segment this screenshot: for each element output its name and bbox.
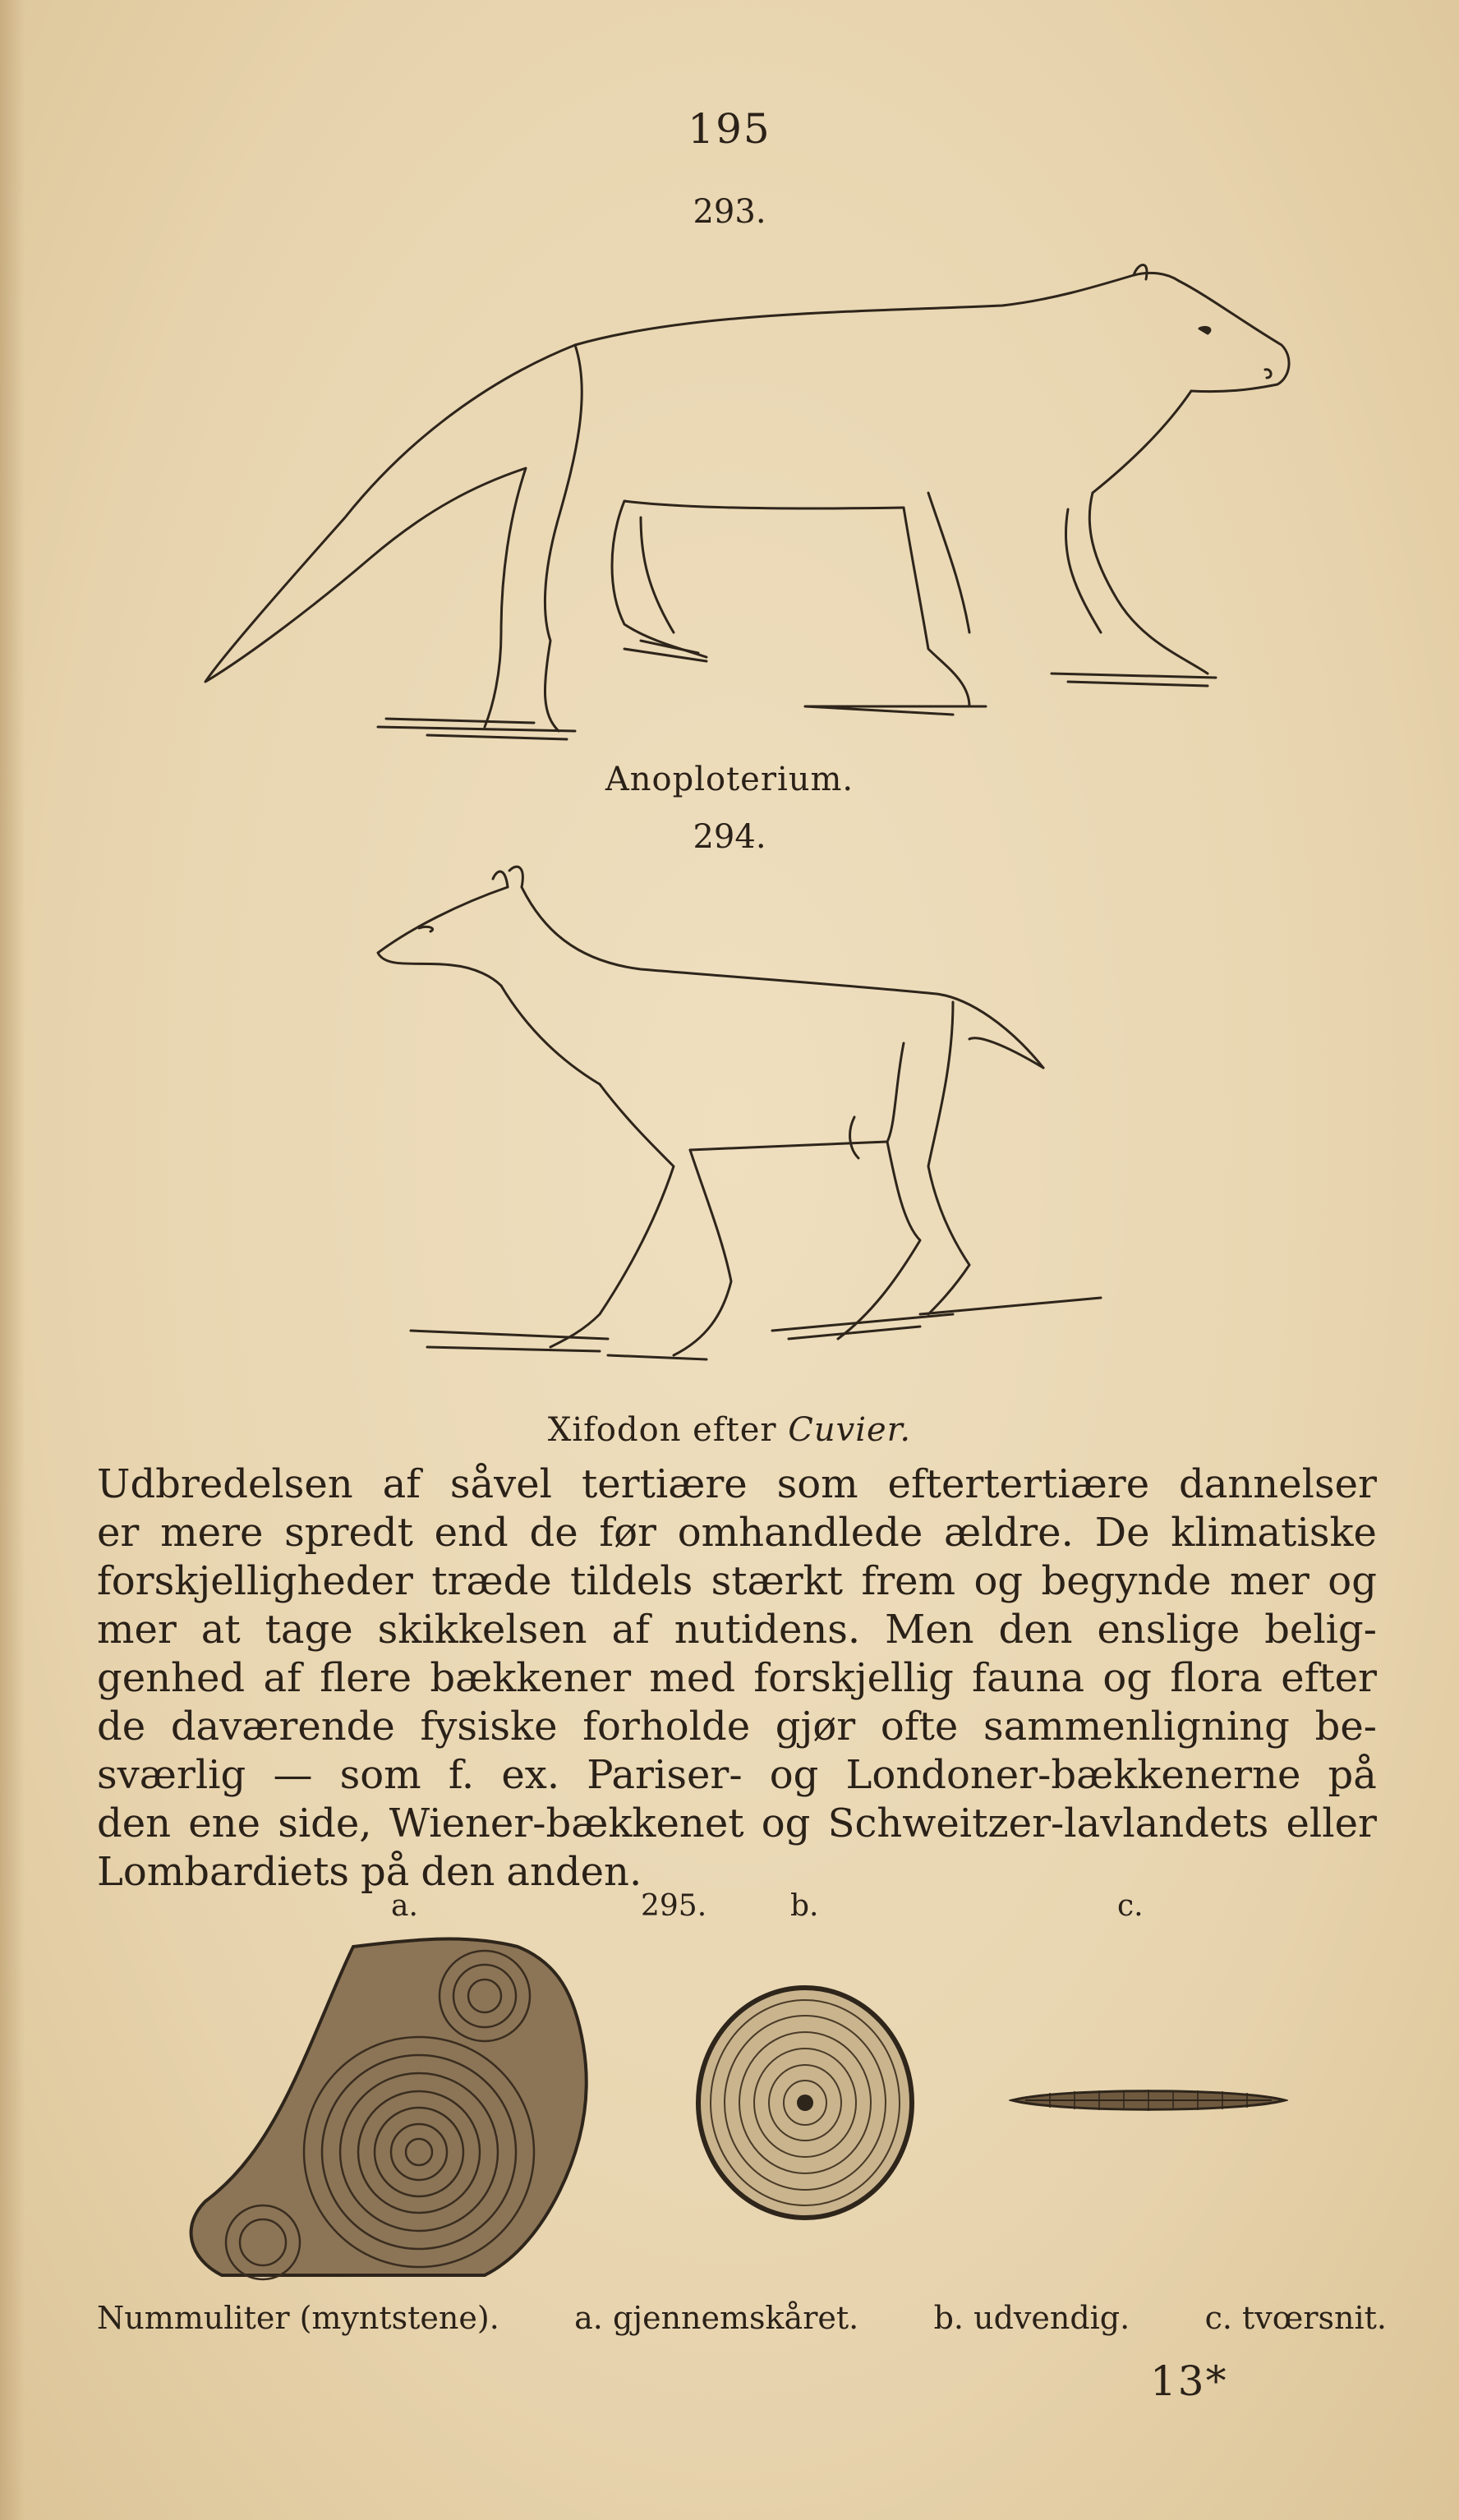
figure-293-caption: Anoploterium.	[605, 761, 854, 798]
word: og	[1102, 1655, 1152, 1701]
nummulite-rock-illustration	[173, 1930, 600, 2292]
body-line	[97, 1654, 1377, 1703]
word: ofte	[880, 1704, 959, 1750]
word: spredt	[284, 1510, 413, 1556]
word: mer	[97, 1607, 177, 1653]
word: be-	[1314, 1704, 1377, 1750]
body-line	[97, 1606, 1377, 1654]
word: anden.	[506, 1849, 642, 1895]
word: sammenligning	[983, 1704, 1290, 1750]
caption-part-nummulites: Nummuliter (myntstene).	[97, 2300, 499, 2336]
word: dannelser	[1179, 1461, 1377, 1507]
word: ældre.	[944, 1510, 1074, 1556]
word: af	[611, 1607, 650, 1653]
figure-294-caption-author: Cuvier.	[788, 1411, 912, 1449]
word: stærkt	[711, 1558, 844, 1604]
nummulite-cross-section-illustration	[1009, 2081, 1288, 2119]
word: med	[649, 1655, 736, 1701]
word: Schweitzer-lavlandets	[827, 1800, 1269, 1846]
nummulite-external-illustration	[690, 1980, 920, 2226]
word: tildels	[570, 1558, 693, 1604]
word: Lombardiets	[97, 1849, 349, 1895]
word: enslige	[1097, 1607, 1240, 1653]
word: flora	[1170, 1655, 1263, 1701]
word: side,	[278, 1800, 372, 1846]
body-paragraph	[97, 1460, 1377, 1897]
signature-mark: 13*	[1150, 2357, 1228, 2405]
figure-295-label-a: a.	[391, 1889, 418, 1923]
word: og	[769, 1752, 819, 1798]
word: at	[200, 1607, 241, 1653]
word: på	[1328, 1752, 1377, 1798]
word: mer	[1230, 1558, 1309, 1604]
body-line	[97, 1703, 1377, 1751]
word: den	[97, 1800, 172, 1846]
body-line	[97, 1751, 1377, 1800]
page-spine-shadow	[0, 0, 25, 2520]
word: eller	[1286, 1800, 1377, 1846]
word: den	[421, 1849, 495, 1895]
word: mere	[160, 1510, 264, 1556]
word: f.	[448, 1752, 475, 1798]
word: frem	[861, 1558, 956, 1604]
body-line	[97, 1800, 1377, 1848]
caption-part-b: b. udvendig.	[933, 2300, 1130, 2336]
word: før	[599, 1510, 656, 1556]
word: fysiske	[420, 1704, 558, 1750]
word: Londoner-bækkenerne	[845, 1752, 1301, 1798]
word: ene	[188, 1800, 260, 1846]
word: den	[998, 1607, 1073, 1653]
word: gjør	[775, 1704, 856, 1750]
figure-295-caption	[97, 2300, 1387, 2336]
word: —	[273, 1752, 313, 1798]
word: på	[360, 1849, 410, 1895]
xifodon-illustration	[361, 854, 1117, 1413]
figure-295-label-c: c.	[1117, 1889, 1144, 1923]
word: træde	[431, 1558, 552, 1604]
word: af	[263, 1655, 301, 1701]
word: de	[97, 1704, 146, 1750]
word: skikkelsen	[377, 1607, 587, 1653]
figure-295-number: 295.	[641, 1889, 707, 1923]
word: nutidens.	[674, 1607, 861, 1653]
word: fauna	[972, 1655, 1084, 1701]
word: Pariser-	[587, 1752, 743, 1798]
word: såvel	[449, 1461, 553, 1507]
word: som	[776, 1461, 858, 1507]
word: forskjelligheder	[97, 1558, 413, 1604]
word: som	[339, 1752, 421, 1798]
word: belig-	[1264, 1607, 1377, 1653]
word: klimatiske	[1171, 1510, 1377, 1556]
word: Wiener-bækkenet	[389, 1800, 744, 1846]
word: er	[97, 1510, 140, 1556]
word: de	[529, 1510, 578, 1556]
word: end	[434, 1510, 509, 1556]
caption-part-c: c. tvœrsnit.	[1204, 2300, 1387, 2336]
word: ex.	[501, 1752, 560, 1798]
word: omhandlede	[677, 1510, 923, 1556]
figure-295-label-b: b.	[790, 1889, 819, 1923]
page-number: 195	[688, 105, 771, 153]
figure-294-caption	[0, 1411, 1459, 1449]
word: bækkener	[430, 1655, 632, 1701]
word: flere	[320, 1655, 412, 1701]
word: og	[973, 1558, 1024, 1604]
anoploterium-illustration	[181, 246, 1331, 756]
word: begynde	[1041, 1558, 1212, 1604]
word: efter	[1281, 1655, 1377, 1701]
word: sværlig	[97, 1752, 246, 1798]
word: og	[761, 1800, 811, 1846]
word: genhed	[97, 1655, 246, 1701]
body-line	[97, 1460, 1377, 1509]
word: og	[1328, 1558, 1377, 1604]
word: daværende	[170, 1704, 395, 1750]
word: forskjellig	[753, 1655, 954, 1701]
word: forholde	[582, 1704, 751, 1750]
word: af	[382, 1461, 421, 1507]
caption-part-a: a. gjennemskåret.	[574, 2300, 859, 2336]
word: Udbredelsen	[97, 1461, 353, 1507]
body-line	[97, 1848, 1377, 1897]
word: tertiære	[581, 1461, 748, 1507]
word: De	[1094, 1510, 1150, 1556]
word: eftertertiære	[887, 1461, 1150, 1507]
word: tage	[265, 1607, 353, 1653]
body-line	[97, 1509, 1377, 1557]
figure-294-number: 294.	[693, 818, 766, 856]
figure-293-number: 293.	[693, 193, 766, 231]
word: Men	[885, 1607, 974, 1653]
body-line	[97, 1557, 1377, 1606]
figure-294-caption-prefix: Xifodon efter	[547, 1411, 777, 1449]
